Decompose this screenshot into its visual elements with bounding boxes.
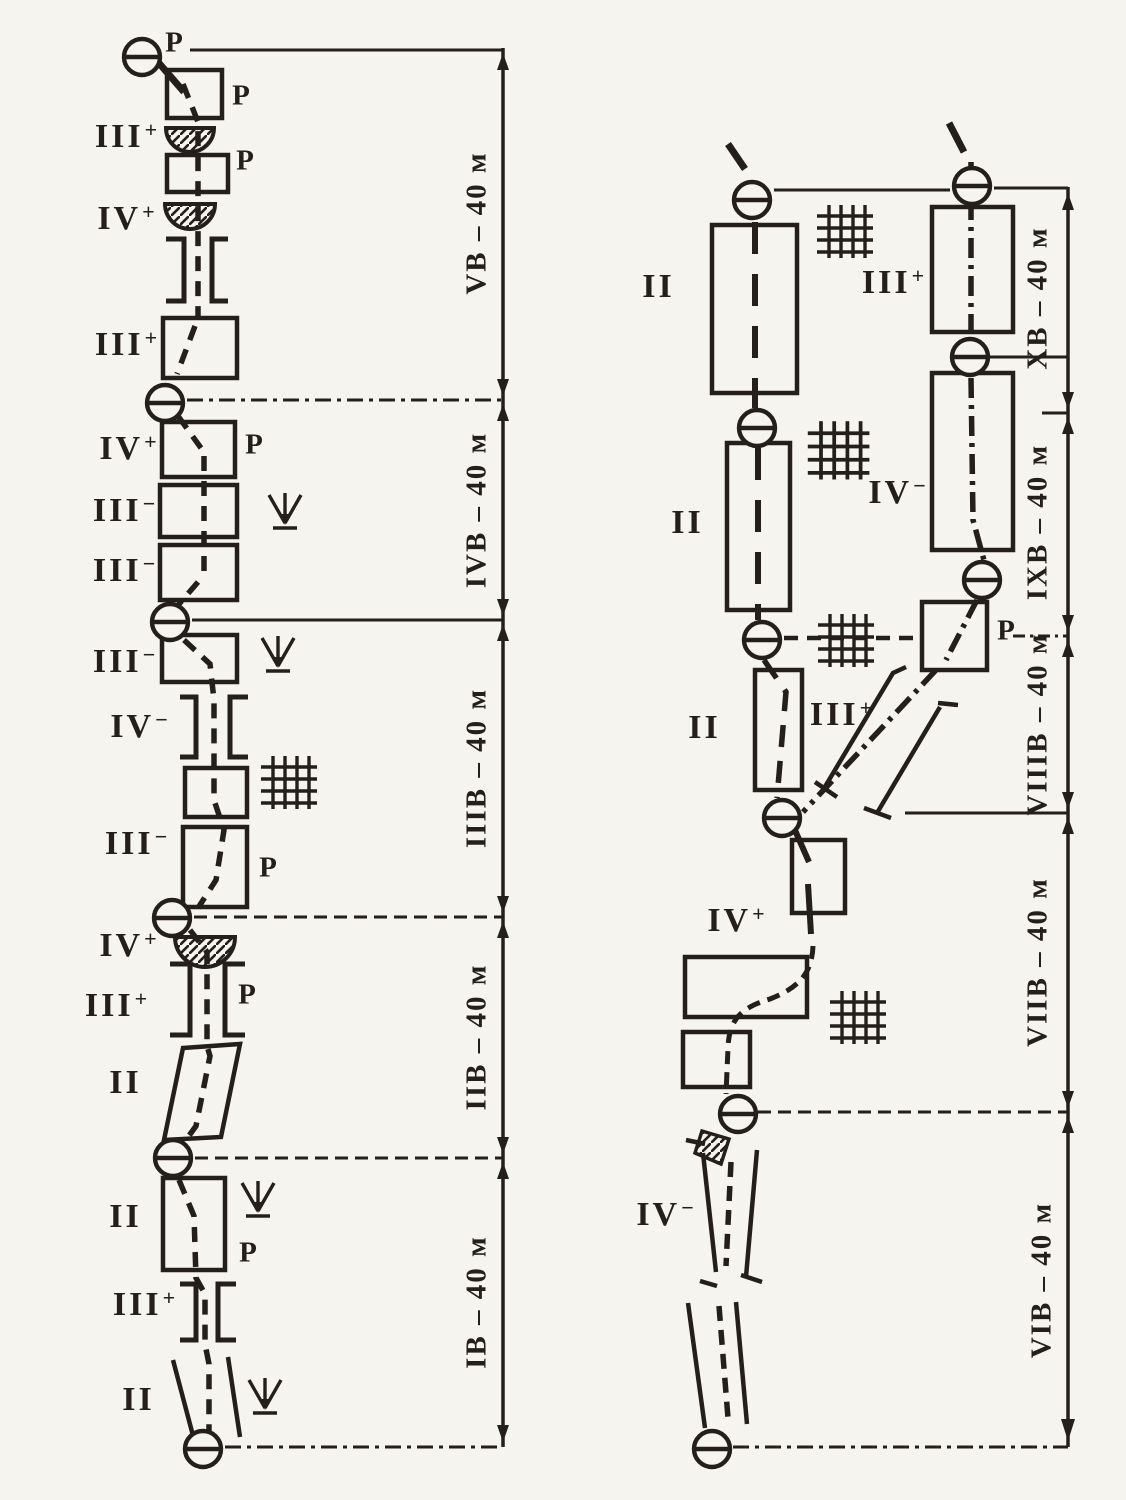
- grade-label: II: [109, 1198, 142, 1235]
- scree-icon: [242, 493, 301, 1413]
- piton-mark: P: [165, 26, 183, 59]
- grade-label: III+: [112, 1285, 176, 1323]
- dimension-label: IB – 40 м: [460, 1235, 493, 1369]
- traverse-passage: [815, 667, 958, 818]
- right-stations: [694, 168, 1000, 1467]
- left-stations: [124, 39, 221, 1467]
- grade-label: III−: [92, 551, 156, 589]
- dimension-label: VIIB – 40 м: [1021, 877, 1054, 1047]
- dimension-label: IVB – 40 м: [460, 431, 493, 589]
- piton-mark: P: [259, 851, 277, 884]
- piton-mark: P: [232, 79, 250, 112]
- grade-label: III+: [84, 986, 148, 1024]
- dimension-label: VB – 40 м: [460, 151, 493, 295]
- grade-label: III+: [861, 263, 925, 301]
- dimension-label: VIB – 40 м: [1025, 1201, 1058, 1359]
- grade-label: III+: [809, 695, 873, 733]
- grade-label: II: [688, 709, 721, 746]
- grade-label: IV−: [110, 707, 168, 745]
- grade-label: II: [671, 504, 704, 541]
- grade-label: III−: [92, 491, 156, 529]
- grade-label: IV+: [99, 926, 157, 964]
- grade-label: II: [122, 1381, 155, 1418]
- piton-mark: P: [239, 1236, 257, 1269]
- piton-mark: P: [236, 144, 254, 177]
- dimension-label: XB – 40 м: [1021, 226, 1054, 370]
- dimension-label: VIIIB – 40 м: [1021, 632, 1054, 816]
- dimension-label: IIB – 40 м: [460, 963, 493, 1111]
- piton-mark: P: [997, 614, 1015, 647]
- dimension-label: IXB – 40 м: [1021, 443, 1054, 601]
- grade-label: III−: [104, 824, 168, 862]
- piton-mark: P: [238, 978, 256, 1011]
- grade-label: III−: [92, 642, 156, 680]
- right-route-path: [719, 123, 985, 1418]
- grade-label: IV+: [97, 199, 155, 237]
- grade-label: IV+: [707, 901, 765, 939]
- grid-icon: [261, 756, 317, 809]
- grade-label: IV+: [99, 429, 157, 467]
- grade-label: IV−: [636, 1195, 694, 1233]
- grid-icon: [808, 205, 886, 1044]
- grade-label: IV−: [868, 473, 926, 511]
- grade-label: III+: [94, 325, 158, 363]
- hatched-chockstone: [695, 1131, 729, 1164]
- grade-label: III+: [94, 117, 158, 155]
- dimension-label: IIIB – 40 м: [460, 687, 493, 849]
- grade-label: II: [109, 1064, 142, 1101]
- piton-mark: P: [245, 428, 263, 461]
- grade-label: II: [642, 268, 675, 305]
